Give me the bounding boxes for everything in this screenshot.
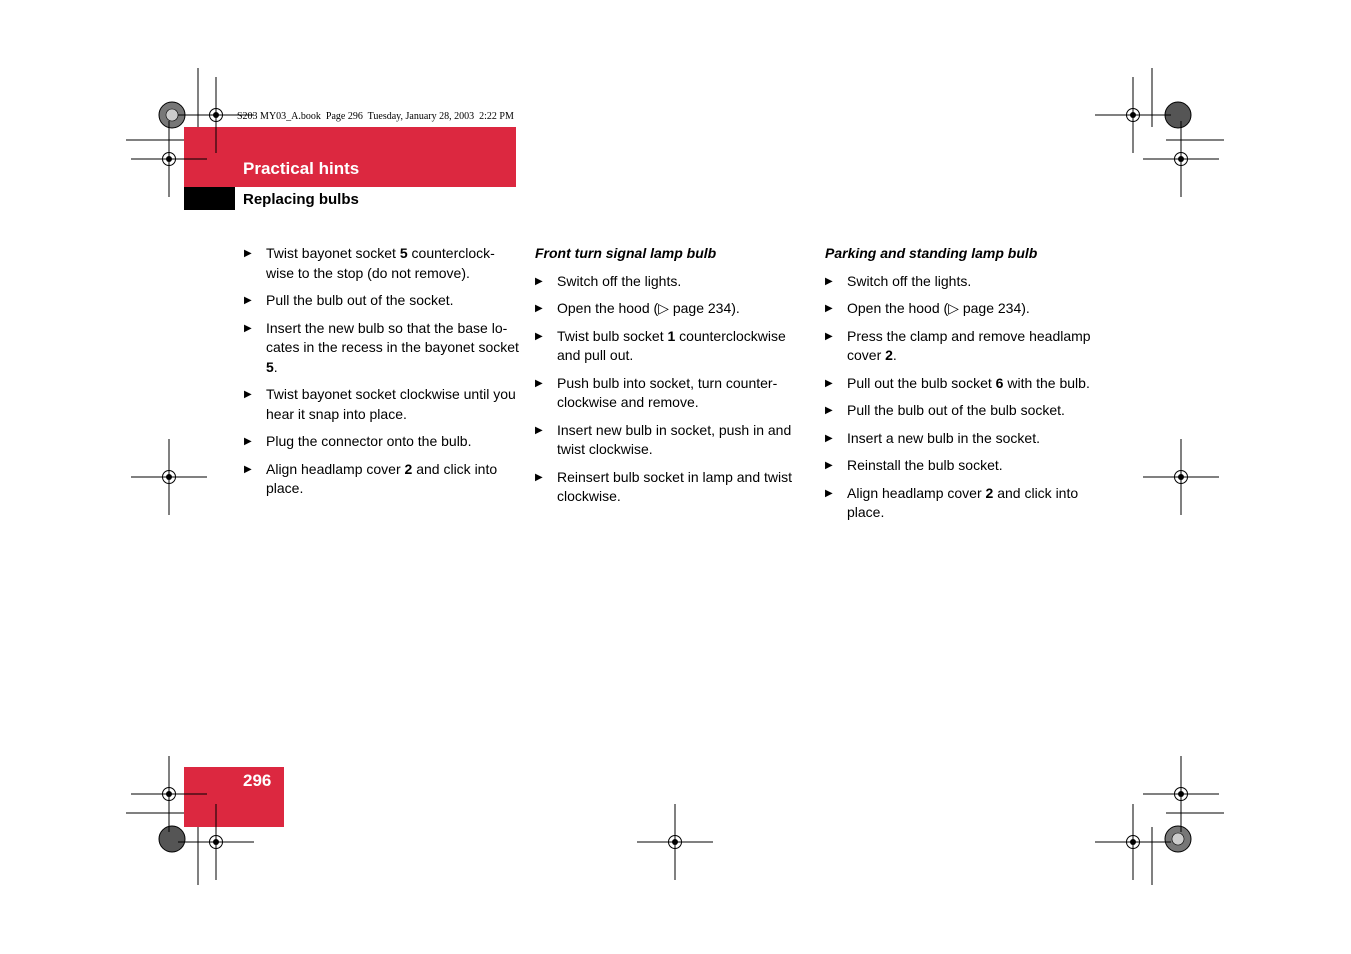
text-run: with the bulb. bbox=[1003, 374, 1090, 391]
column-heading: Front turn signal lamp bulb bbox=[535, 245, 717, 261]
crosshair-mark bbox=[637, 804, 713, 880]
text-run: and click into place. bbox=[266, 460, 498, 496]
bullet-arrow-icon: ▶ bbox=[535, 424, 543, 436]
callout-number: 2 bbox=[404, 460, 413, 477]
section-title: Practical hints bbox=[243, 159, 360, 178]
subsection-title: Replacing bulbs bbox=[243, 191, 359, 208]
text-run: Align headlamp cover bbox=[847, 484, 986, 501]
text-run: Plug the connector onto the bulb. bbox=[266, 433, 472, 449]
text-run: Align headlamp cover bbox=[266, 460, 405, 477]
bullet-arrow-icon: ▶ bbox=[535, 275, 543, 287]
crosshair-mark bbox=[1143, 756, 1219, 832]
crosshair-mark bbox=[1095, 77, 1171, 153]
bullet-arrow-icon: ▶ bbox=[535, 471, 543, 483]
text-run: . bbox=[273, 358, 278, 375]
text-run: counterclock-wise to the stop (do not remove). bbox=[266, 245, 495, 281]
text-run: Twist bayonet socket bbox=[266, 245, 400, 261]
crosshair-mark bbox=[178, 804, 254, 880]
callout-number: 1 bbox=[667, 327, 676, 344]
text-run: Press the clamp and remove headlamp cover bbox=[847, 327, 1091, 363]
bullet-arrow-icon: ▶ bbox=[825, 460, 833, 471]
bullet-arrow-icon: ▶ bbox=[244, 322, 252, 334]
text-run: Twist bulb socket bbox=[557, 327, 668, 344]
rosette-mark-bottom-right bbox=[1165, 826, 1191, 852]
bullet-arrow-icon: ▶ bbox=[535, 303, 543, 314]
callout-number: 5 bbox=[266, 358, 274, 375]
page-number: 296 bbox=[243, 771, 272, 790]
text-run: Reinsert bulb socket in lamp and twist clockwise. bbox=[557, 468, 792, 504]
bullet-arrow-icon: ▶ bbox=[825, 330, 833, 342]
bullet-arrow-icon: ▶ bbox=[535, 377, 543, 389]
bullet-arrow-icon: ▶ bbox=[244, 295, 252, 306]
text-run: Twist bayonet socket clockwise until you hear it snap into place. bbox=[266, 386, 516, 422]
text-run: Pull the bulb out of the socket. bbox=[266, 292, 454, 308]
text-run: Pull the bulb out of the bulb socket. bbox=[847, 402, 1065, 418]
crosshair-mark bbox=[178, 77, 254, 153]
text-run: Reinstall the bulb socket. bbox=[847, 457, 1003, 473]
callout-number: 5 bbox=[399, 245, 408, 261]
print-info: S203 MY03_A.book Page 296 Tuesday, January 28, 2003 2:22 PM bbox=[237, 111, 514, 122]
text-run: Insert a new bulb in the socket. bbox=[847, 429, 1040, 446]
callout-number: 6 bbox=[995, 374, 1004, 391]
bullet-arrow-icon: ▶ bbox=[825, 487, 833, 499]
rosette-mark-bottom-left bbox=[159, 826, 185, 852]
text-run: Open the hood (▷ page 234). bbox=[847, 300, 1030, 316]
bullet-arrow-icon: ▶ bbox=[825, 303, 833, 314]
text-run: counterclockwise and pull out. bbox=[557, 327, 786, 363]
bullet-arrow-icon: ▶ bbox=[244, 463, 252, 475]
text-run: Insert the new bulb so that the base lo-cates in the recess in the bayonet socket bbox=[266, 319, 519, 355]
text-run: Open the hood (▷ page 234). bbox=[557, 300, 740, 316]
crosshair-mark bbox=[131, 439, 207, 515]
bullet-arrow-icon: ▶ bbox=[244, 248, 252, 259]
text-run: Switch off the lights. bbox=[557, 272, 682, 289]
crosshair-mark bbox=[131, 756, 207, 832]
text-run: Switch off the lights. bbox=[847, 272, 972, 289]
crosshair-mark bbox=[1143, 439, 1219, 515]
text-run: Insert new bulb in socket, push in and twist clockwise. bbox=[557, 421, 792, 457]
callout-number: 2 bbox=[985, 484, 994, 501]
callout-number: 2 bbox=[885, 347, 893, 363]
bullet-arrow-icon: ▶ bbox=[825, 432, 833, 444]
bullet-arrow-icon: ▶ bbox=[535, 330, 543, 342]
crosshair-mark bbox=[1095, 804, 1171, 880]
bullet-arrow-icon: ▶ bbox=[825, 405, 833, 416]
column-heading: Parking and standing lamp bulb bbox=[825, 245, 1038, 261]
bullet-arrow-icon: ▶ bbox=[825, 377, 833, 389]
text-run: Pull out the bulb socket bbox=[847, 374, 996, 391]
text-run: Push bulb into socket, turn counter-clockwise and remove. bbox=[557, 374, 778, 410]
bullet-arrow-icon: ▶ bbox=[244, 389, 252, 400]
crosshair-mark bbox=[1143, 121, 1219, 197]
text-run: and click into place. bbox=[847, 484, 1079, 520]
bullet-arrow-icon: ▶ bbox=[825, 275, 833, 287]
crosshair-mark bbox=[131, 121, 207, 197]
bullet-arrow-icon: ▶ bbox=[244, 436, 252, 447]
text-run: . bbox=[892, 347, 897, 363]
